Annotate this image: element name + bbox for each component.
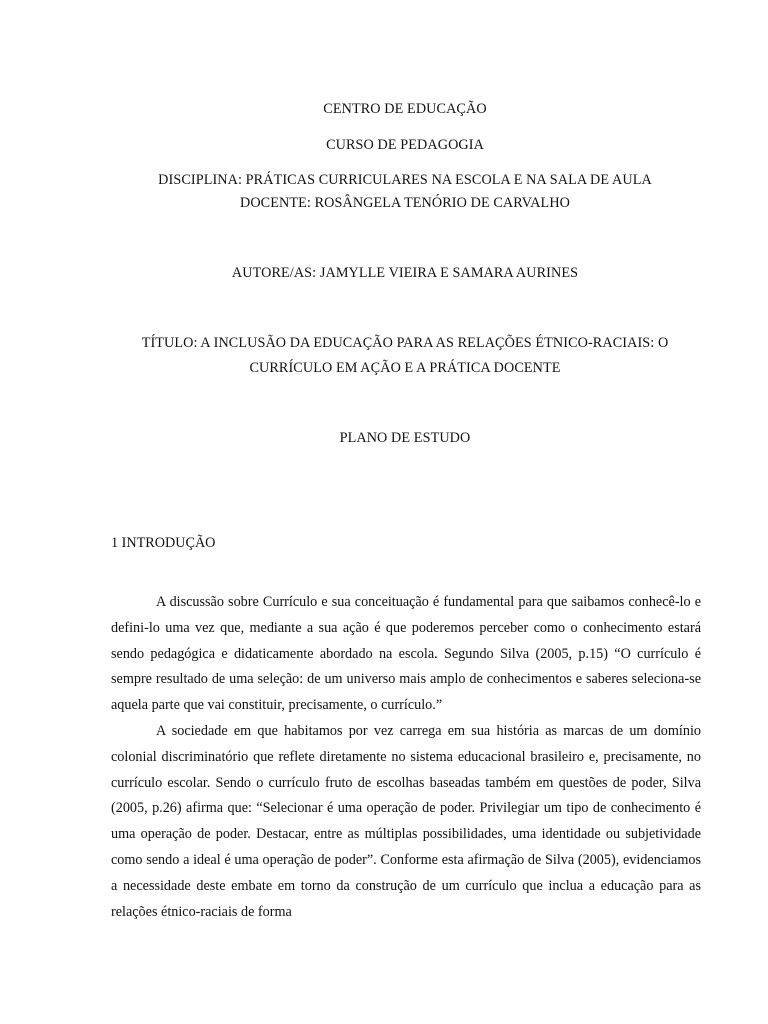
- paragraph: A sociedade em que habitamos por vez carrega em sua história as marcas de um domínio colonial discriminatório que reflete diretamente no sistema educacional brasileiro e, precisamente, no currículo escolar. Sendo o currículo fruto de escolhas baseadas também em questões de poder, Silva (2005, p.26) afirma que: “Selecionar é uma operação de poder. Privilegiar um tipo de conhecimento é uma operação de poder. Destacar, entre as múltiplas possibilidades, uma identidade ou subjetividade como sendo a ideal é uma operação de poder”. Conforme esta afirmação de Silva (2005), evidenciamos a necessidade deste embate em torno da construção de um currículo que inclua a educação para as relações étnico-raciais de forma: [111, 722, 701, 920]
- discipline-line: DISCIPLINA: PRÁTICAS CURRICULARES NA ESCOLA E NA SALA DE AULA: [158, 172, 652, 188]
- section-heading: 1 INTRODUÇÃO: [111, 535, 216, 551]
- institution-center: CENTRO DE EDUCAÇÃO: [323, 101, 487, 117]
- course-name: CURSO DE PEDAGOGIA: [326, 137, 484, 153]
- document-type: PLANO DE ESTUDO: [339, 430, 471, 446]
- title-line-2: CURRÍCULO EM AÇÃO E A PRÁTICA DOCENTE: [249, 360, 561, 376]
- section-body: [111, 590, 701, 925]
- title-line-1: TÍTULO: A INCLUSÃO DA EDUCAÇÃO PARA AS RELAÇÕES ÉTNICO-RACIAIS: O: [141, 335, 669, 351]
- paragraph: A discussão sobre Currículo e sua conceituação é fundamental para que saibamos conhecê-lo e defini-lo uma vez que, mediante a sua ação é que poderemos perceber como o conhecimento estará sendo pedagógica e didaticamente abordado na escola. Segundo Silva (2005, p.15) “O currículo é sempre resultado de uma seleção: de um universo mais amplo de conhecimentos e saberes seleciona-se aquela parte que vai constituir, precisamente, o currículo.”: [111, 594, 701, 714]
- teacher-line: DOCENTE: ROSÂNGELA TENÓRIO DE CARVALHO: [239, 195, 571, 211]
- authors-line: AUTORE/AS: JAMYLLE VIEIRA E SAMARA AURINES: [231, 265, 579, 281]
